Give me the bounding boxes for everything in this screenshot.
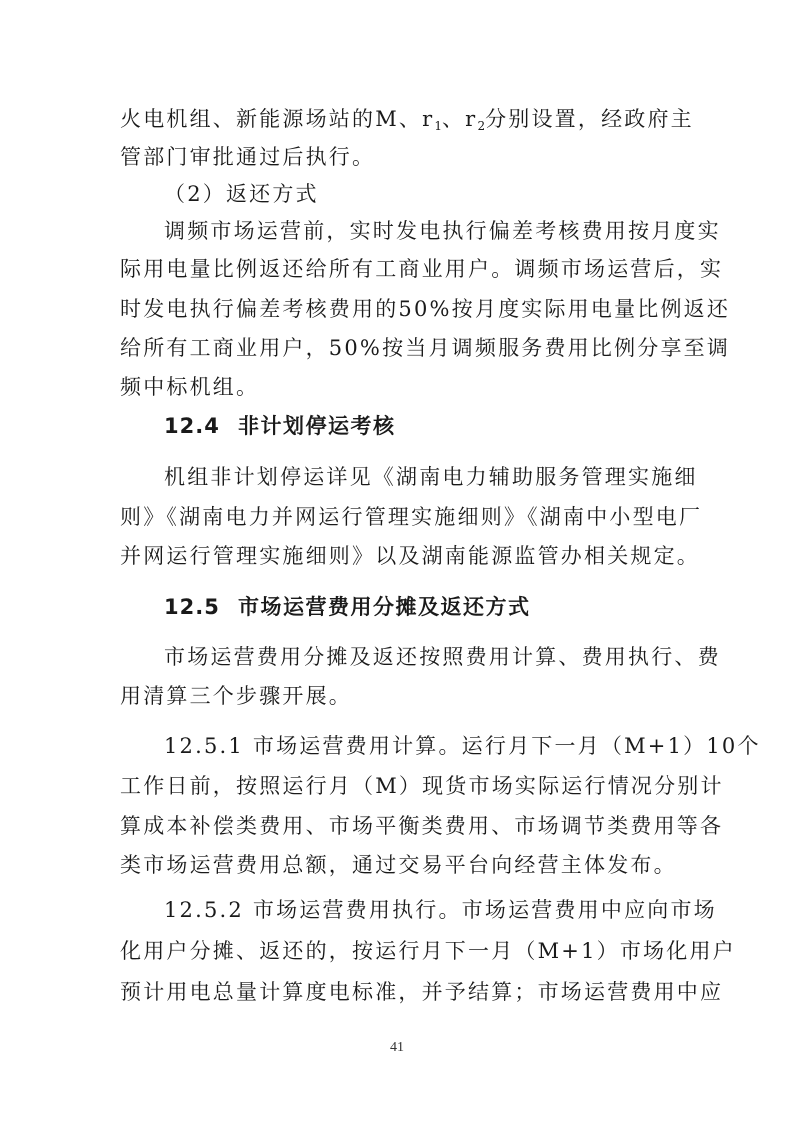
- paragraph-line: 管部门审批通过后执行。: [120, 145, 376, 169]
- paragraph-line: 机组非计划停运详见《湖南电力辅助服务管理实施细: [164, 465, 698, 489]
- paragraph-line: 算成本补偿类费用、市场平衡类费用、市场调节类费用等各: [120, 814, 724, 838]
- paragraph-line: 12.5.2 市场运营费用执行。市场运营费用中应向市场: [164, 898, 717, 922]
- paragraph-line: 并网运行管理实施细则》以及湖南能源监管办相关规定。: [120, 544, 700, 568]
- paragraph-line: 用清算三个步骤开展。: [120, 684, 352, 708]
- paragraph-line: 调频市场运营前，实时发电执行偏差考核费用按月度实: [164, 219, 721, 243]
- paragraph-line: 际用电量比例返还给所有工商业用户。调频市场运营后，实: [120, 257, 724, 281]
- paragraph-line: 时发电执行偏差考核费用的50%按月度实际用电量比例返还: [120, 297, 731, 321]
- paragraph-line: 类市场运营费用总额，通过交易平台向经营主体发布。: [120, 853, 677, 877]
- paragraph-line: 化用户分摊、返还的，按运行月下一月（M+1）市场化用户: [120, 939, 736, 963]
- paragraph-line: 火电机组、新能源场站的M、$r_1$、$r_2$分别设置，经政府主: [120, 107, 694, 133]
- paragraph-line: 频中标机组。: [120, 375, 260, 399]
- section-heading-12-5: 12.5 市场运营费用分摊及返还方式: [164, 595, 531, 619]
- section-heading-12-4: 12.4 非计划停运考核: [164, 414, 396, 438]
- paragraph-line: 工作日前，按照运行月（M）现货市场实际运行情况分别计: [120, 774, 724, 798]
- paragraph-line: 给所有工商业用户，50%按当月调频服务费用比例分享至调: [120, 336, 731, 360]
- page-number: 41: [390, 1040, 404, 1055]
- paragraph-line: 12.5.1 市场运营费用计算。运行月下一月（M+1）10个: [164, 734, 761, 758]
- sub-heading: （2）返还方式: [164, 182, 319, 206]
- paragraph-line: 市场运营费用分摊及返还按照费用计算、费用执行、费: [164, 645, 721, 669]
- paragraph-line: 则》《湖南电力并网运行管理实施细则》《湖南中小型电厂: [120, 505, 703, 529]
- paragraph-line: 预计用电总量计算度电标准，并予结算；市场运营费用中应: [120, 980, 724, 1004]
